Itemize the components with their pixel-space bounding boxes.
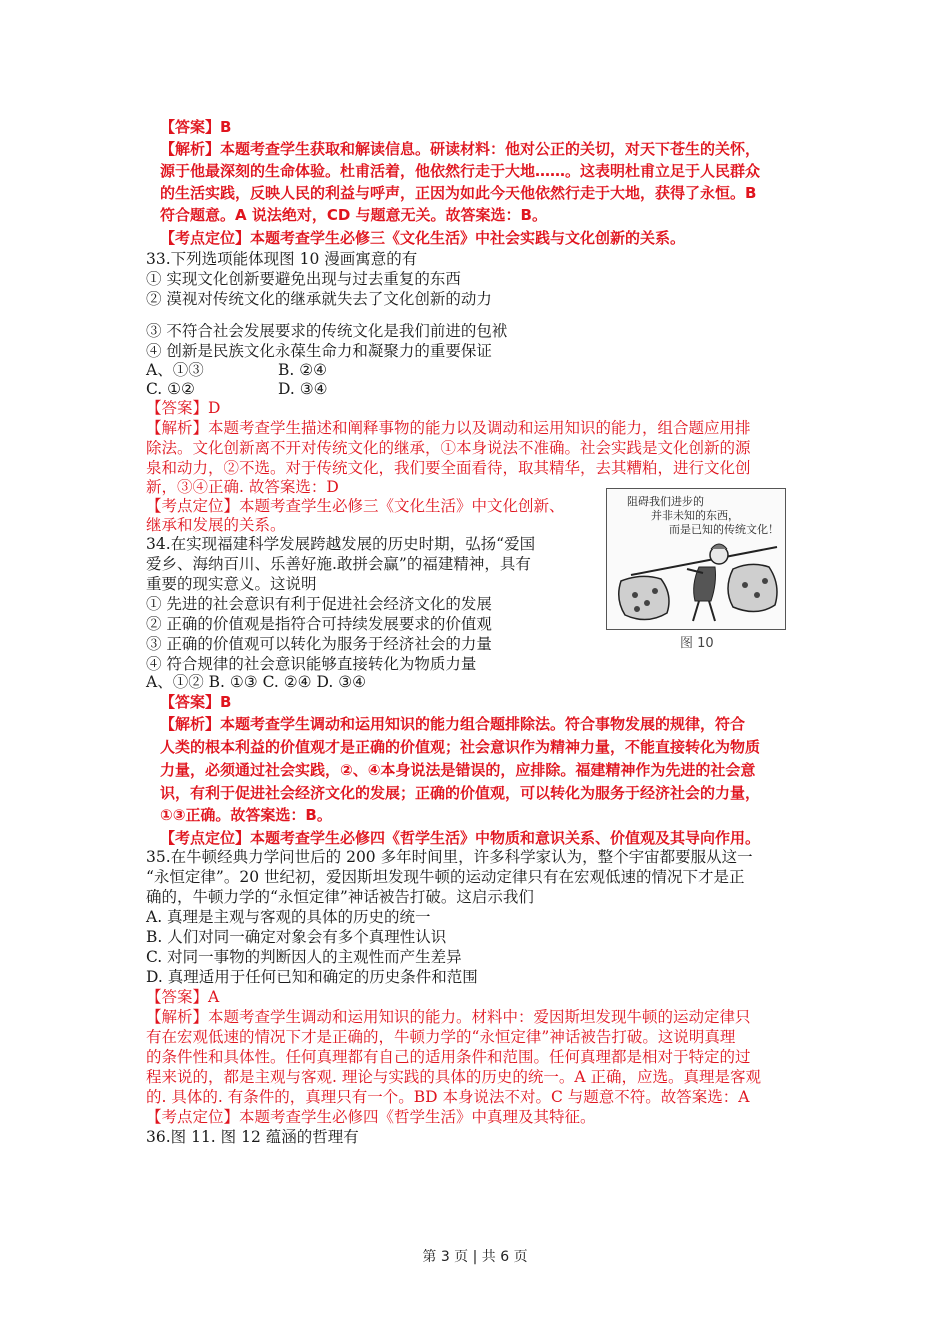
q34-stem: 34.在实现福建科学发展跨越发展的历史时期，弘扬“爱国 (146, 535, 536, 553)
q33-choice-c: C. ①② (146, 380, 195, 398)
q35-option-c: C. 对同一事物的判断因人的主观性而产生差异 (146, 948, 462, 966)
q34-point: 【考点定位】本题考查学生必修四《哲学生活》中物质和意识关系、价值观及其导向作用。 (160, 829, 761, 847)
q33-option-4: ④ 创新是民族文化永葆生命力和凝聚力的重要保证 (146, 342, 492, 360)
q35-answer: 【答案】A (146, 988, 220, 1006)
q33-analysis-line: 新，③④正确. 故答案选：D (146, 478, 339, 496)
q35-stem: 35.在牛顿经典力学问世后的 200 多年时间里，许多科学家认为，整个宇宙都要服从这一 (146, 848, 753, 866)
q33-option-3: ③ 不符合社会发展要求的传统文化是我们前进的包袱 (146, 322, 508, 340)
q32-analysis-line: 的生活实践，反映人民的利益与呼声，正因为如此今天他依然行走于大地，获得了永恒。B (160, 184, 757, 202)
q32-point: 【考点定位】本题考查学生必修三《文化生活》中社会实践与文化创新的关系。 (160, 229, 686, 247)
cartoon-illustration (607, 489, 785, 629)
q33-stem: 33.下列选项能体现图 10 漫画寓意的有 (146, 250, 418, 268)
q34-option-3: ③ 正确的价值观可以转化为服务于经济社会的力量 (146, 635, 492, 653)
q35-analysis-line: 的. 具体的. 有条件的，真理只有一个。BD 本身说法不对。C 与题意不符。故答案选：A (146, 1088, 750, 1106)
page-footer: 第 3 页 | 共 6 页 (422, 1249, 528, 1265)
q34-analysis-line: 识，有利于促进社会经济文化的发展；正确的价值观，可以转化为服务于经济社会的力量， (160, 784, 761, 802)
q35-analysis-line: 有在宏观低速的情况下才是正确的，牛顿力学的“永恒定律”神话被告打破。这说明真理 (146, 1028, 736, 1046)
q32-answer: 【答案】B (160, 118, 232, 136)
q35-analysis-line: 程来说的，都是主观与客观. 理论与实践的具体的历史的统一。A 正确，应选。真理是客观 (146, 1068, 761, 1086)
q32-analysis-line: 【解析】本题考查学生获取和解读信息。研读材料：他对公正的关切，对天下苍生的关怀， (160, 140, 761, 158)
q35-analysis-line: 的条件性和具体性。任何真理都有自己的适用条件和范围。任何真理都是相对于特定的过 (146, 1048, 751, 1066)
q33-point: 【考点定位】本题考查学生必修三《文化生活》中文化创新、 (146, 497, 565, 515)
cartoon-speech-line: 而是已知的传统文化！ (669, 523, 779, 536)
q33-analysis-line: 【解析】本题考查学生描述和阐释事物的能力以及调动和运用知识的能力，组合题应用排 (146, 419, 751, 437)
q35-stem: 确的，牛顿力学的“永恒定律”神话被告打破。这启示我们 (146, 888, 534, 906)
q34-answer: 【答案】B (160, 693, 232, 711)
q35-point: 【考点定位】本题考查学生必修四《哲学生活》中真理及其特征。 (146, 1108, 596, 1126)
q36-stem: 36.图 11. 图 12 蕴涵的哲理有 (146, 1128, 359, 1146)
q35-stem: “永恒定律”。20 世纪初，爱因斯坦发现牛顿的运动定律只有在宏观低速的情况下才是正 (146, 868, 745, 886)
q34-option-4: ④ 符合规律的社会意识能够直接转化为物质力量 (146, 655, 477, 673)
q35-option-a: A. 真理是主观与客观的具体的历史的统一 (146, 908, 431, 926)
q33-option-1: ① 实现文化创新要避免出现与过去重复的东西 (146, 270, 461, 288)
q33-point: 继承和发展的关系。 (146, 516, 286, 534)
q35-option-b: B. 人们对同一确定对象会有多个真理性认识 (146, 928, 447, 946)
q34-option-1: ① 先进的社会意识有利于促进社会经济文化的发展 (146, 595, 492, 613)
q35-option-d: D. 真理适用于任何已知和确定的历史条件和范围 (146, 968, 478, 986)
q33-option-2: ② 漠视对传统文化的继承就失去了文化创新的动力 (146, 290, 492, 308)
q33-choice-a: A、①③ (146, 361, 204, 379)
q34-analysis-line: 力量，必须通过社会实践，②、④本身说法是错误的，应排除。福建精神作为先进的社会意 (160, 761, 756, 779)
q32-analysis-line: 符合题意。A 说法绝对，CD 与题意无关。故答案选：B。 (160, 206, 547, 224)
q33-analysis-line: 除法。文化创新离不开对传统文化的继承，①本身说法不准确。社会实践是文化创新的源 (146, 439, 751, 457)
q34-stem: 重要的现实意义。这说明 (146, 575, 317, 593)
q34-analysis-line: 【解析】本题考查学生调动和运用知识的能力组合题排除法。符合事物发展的规律，符合 (160, 715, 746, 733)
q34-analysis-line: 人类的根本利益的价值观才是正确的价值观；社会意识作为精神力量，不能直接转化为物质 (160, 738, 761, 756)
q33-answer: 【答案】D (146, 399, 221, 417)
figure-caption: 图 10 (680, 636, 714, 651)
q33-choice-d: D. ③④ (278, 380, 328, 398)
q34-stem: 爱乡、海纳百川、乐善好施.敢拼会赢”的福建精神，具有 (146, 555, 531, 573)
q34-choices: A、①② B. ①③ C. ②④ D. ③④ (146, 673, 366, 691)
cartoon-speech-line: 并非未知的东西， (651, 509, 739, 522)
q33-analysis-line: 泉和动力，②不选。对于传统文化，我们要全面看待，取其精华，去其糟粕，进行文化创 (146, 459, 751, 477)
cartoon-figure (606, 488, 786, 630)
cartoon-speech-line: 阻碍我们进步的 (627, 495, 704, 508)
q35-analysis-line: 【解析】本题考查学生调动和运用知识的能力。材料中：爱因斯坦发现牛顿的运动定律只 (146, 1008, 751, 1026)
q32-analysis-line: 源于他最深刻的生命体验。杜甫活着，他依然行走于大地……。这表明杜甫立足于人民群众 (160, 162, 761, 180)
q34-option-2: ② 正确的价值观是指符合可持续发展要求的价值观 (146, 615, 492, 633)
q33-choice-b: B. ②④ (278, 361, 328, 379)
q34-analysis-line: ①③正确。故答案选：B。 (160, 806, 332, 824)
